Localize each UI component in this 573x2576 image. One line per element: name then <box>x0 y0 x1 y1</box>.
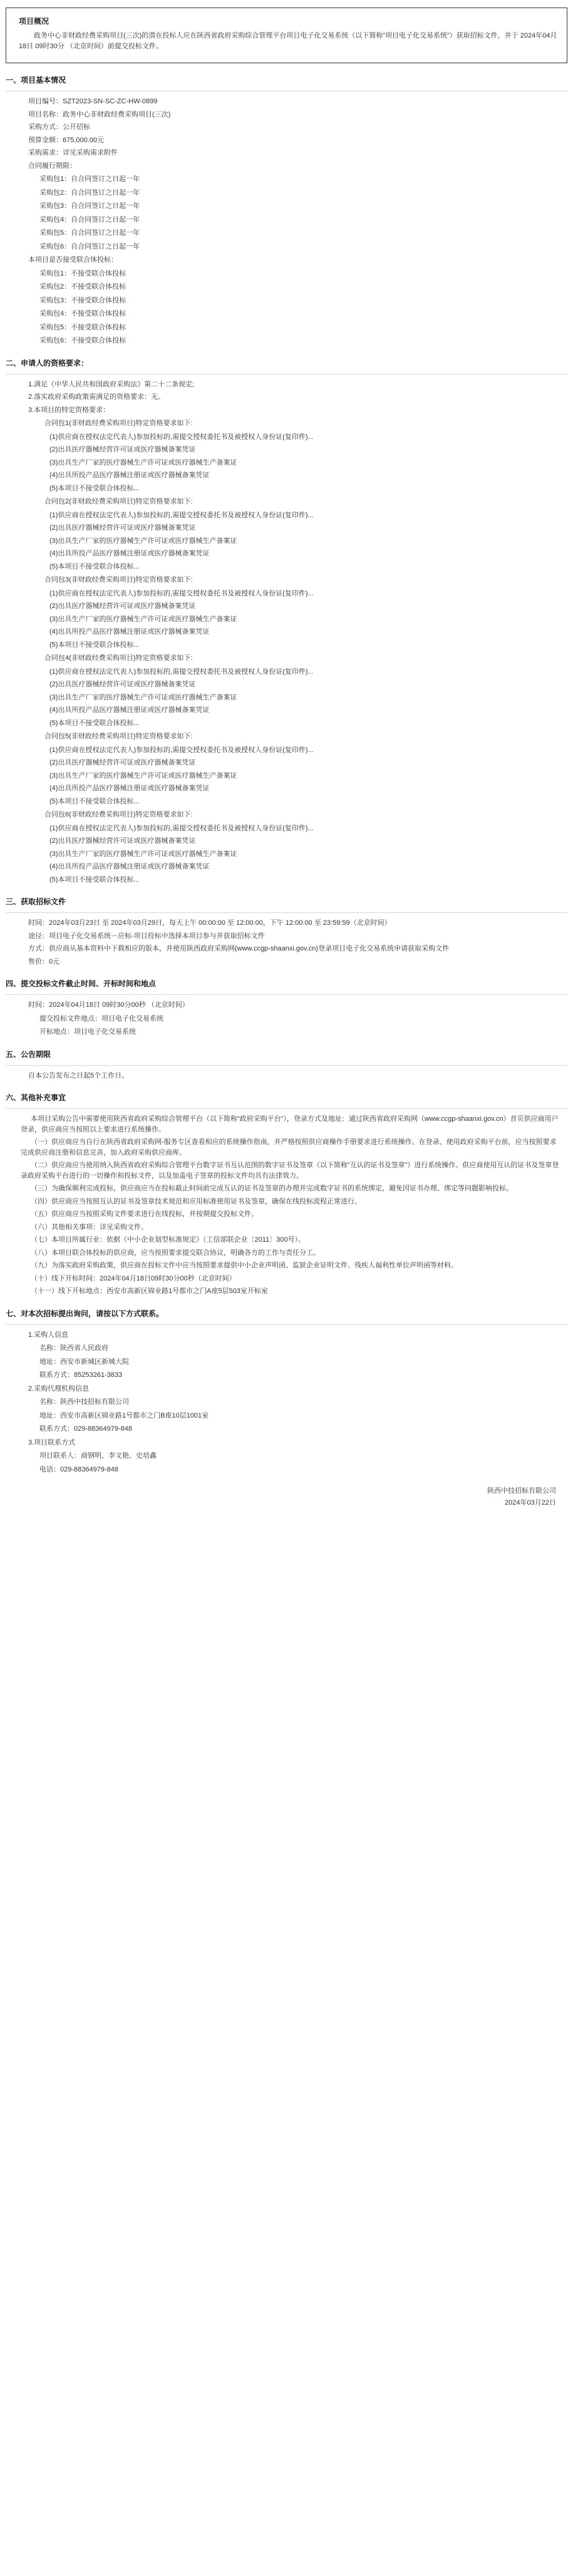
signing-date: 2024年03月22日 <box>505 1498 556 1507</box>
consortium-pack: 采购包5：不接受联合体投标 <box>39 323 126 331</box>
contact-phone: 电话：029-88364979-848 <box>39 1465 118 1473</box>
section-heading: 六、其他补充事宜 <box>6 1092 567 1109</box>
section-heading: 三、获取招标文件 <box>6 896 567 913</box>
pack-requirement-line: (2)出具医疗器械经营许可证或医疗器械备案凭证 <box>49 837 196 845</box>
pack-requirement-line: (4)出具所投产品医疗器械注册证或医疗器械备案凭证 <box>49 785 210 792</box>
pack-requirement-line: (2)出具医疗器械经营许可证或医疗器械备案凭证 <box>49 759 196 766</box>
pack-requirement-line: (1)供应商在授权法定代表人)参加投标的,需提交授权委托书及被授权人身份证(复印件)... <box>49 824 314 832</box>
agency-name: 名称：陕西中技招标有限公司 <box>39 1398 129 1406</box>
other-paragraph: （九）为落实政府采购政策，供应商在投标文件中应当按照要求提供中小企业声明函、监狱企业证明文件、残疾人福利性单位声明函等材料。 <box>31 1262 458 1269</box>
pack-requirement-line: (2)出具医疗器械经营许可证或医疗器械备案凭证 <box>49 681 196 688</box>
document-price: 售价：0元 <box>28 957 60 966</box>
announcement-period: 自本公告发布之日起5个工作日。 <box>28 1071 129 1079</box>
pack-requirement-line: (1)供应商在授权法定代表人)参加投标的,需提交授权委托书及被授权人身份证(复印件)... <box>49 433 314 441</box>
pack-requirement-line: (2)出具医疗器械经营许可证或医疗器械备案凭证 <box>49 524 196 532</box>
qualification-item: 2.落实政府采购政策需满足的资格要求：无。 <box>28 393 165 401</box>
pack-requirement-line: (5)本项目不接受联合体投标... <box>49 875 140 884</box>
pack-requirement-line: (5)本项目不接受联合体投标... <box>49 484 140 492</box>
opening-place: 开标地点：项目电子化交易系统 <box>39 1028 136 1036</box>
project-number: 项目编号：SZT2023-SN-SC-ZC-HW-0899 <box>28 98 158 105</box>
consortium-pack: 采购包4：不接受联合体投标 <box>39 310 126 317</box>
qualification-item: 1.满足《中华人民共和国政府采购法》第二十二条规定; <box>28 380 195 388</box>
other-paragraph: （十）线下开标时间：2024年04月18日09时30分00秒（北京时间） <box>31 1274 236 1282</box>
pack-requirement <box>6 418 567 493</box>
consortium-pack: 采购包6：不接受联合体投标 <box>39 337 126 344</box>
section-heading: 五、公告期限 <box>6 1049 567 1066</box>
consortium-pack: 采购包2：不接受联合体投标 <box>39 283 126 291</box>
procurement-method: 采购方式：公开招标 <box>28 123 90 131</box>
section-other-matters <box>6 1092 567 1297</box>
pack-requirement-line: (3)出具生产厂家的医疗器械生产许可证或医疗器械生产备案证 <box>49 615 237 623</box>
section-qualification <box>6 358 567 885</box>
pack-requirement-title: 合同包1(非财政经费采购项目)特定资格要求如下: <box>44 420 193 427</box>
pack-requirement-line: (5)本项目不接受联合体投标... <box>49 641 140 649</box>
pack-requirement-line: (3)出具生产厂家的医疗器械生产许可证或医疗器械生产备案证 <box>49 537 237 545</box>
pack-requirement-title: 合同包4(非财政经费采购项目)特定资格要求如下: <box>44 654 193 662</box>
obtain-mode: 方式：供应商从基本资料中下载相应的版本，并使用陕西政府采购网(www.ccgp-shaanxi.gov.cn)登录项目电子化交易系统申请获取采购文件 <box>28 945 450 952</box>
contract-pack: 采购包5：自合同签订之日起一年 <box>39 229 140 237</box>
pack-requirement-line: (3)出具生产厂家的医疗器械生产许可证或医疗器械生产备案证 <box>49 771 237 780</box>
contract-pack: 采购包3：自合同签订之日起一年 <box>39 202 140 210</box>
pack-requirement-title: 合同包2(非财政经费采购项目)特定资格要求如下: <box>44 498 193 505</box>
qualification-item: 3.本项目的特定资格要求： <box>28 406 110 414</box>
pack-requirement-line: (1)供应商在授权法定代表人)参加投标的,需提交授权委托书及被授权人身份证(复印件)... <box>49 746 314 754</box>
contact-person: 项目联系人：商钢明、李文艳、史培鑫 <box>39 1452 157 1460</box>
overview-title: 项目概况 <box>19 17 49 26</box>
signing-organization: 陕西中技招标有限公司 <box>487 1487 556 1495</box>
section-heading: 一、项目基本情况 <box>6 75 567 91</box>
other-paragraph: （一）供应商应当自行在陕西省政府采购网-服务专区查看相应的系统操作指南，并严格按照供应商操作手册要求进行系统操作。在登录、使用政府采购平台前，应当按照要求完成供应商注册和信息完善，加入政府采购供应商库。 <box>21 1138 557 1157</box>
other-paragraph: （八）本项目联合体投标的供应商，应当按照要求提交联合协议，明确各方的工作与责任分工。 <box>31 1249 320 1257</box>
other-paragraph: （五）供应商应当按照采购文件要求进行在线投标，并按期提交投标文件。 <box>31 1210 258 1218</box>
pack-requirement-line: (4)出具所投产品医疗器械注册证或医疗器械备案凭证 <box>49 863 210 870</box>
signature-block <box>6 1486 567 1508</box>
contract-pack: 采购包6：自合同签订之日起一年 <box>39 242 140 250</box>
pack-requirement <box>6 810 567 885</box>
section-contact <box>6 1308 567 1475</box>
budget-amount: 预算金额：675,000.00元 <box>28 136 105 144</box>
pack-requirement-line: (5)本项目不接受联合体投标... <box>49 562 140 570</box>
pack-requirement <box>6 497 567 572</box>
other-paragraph: （四）供应商应当按照互认的证书及签章技术规范和应用标准使用证书及签章，确保在线投标流程正常进行。 <box>31 1197 361 1205</box>
pack-requirement-title: 合同包6(非财政经费采购项目)特定资格要求如下: <box>44 811 193 818</box>
agency-address: 地址：西安市高新区锦业路1号都市之门B座10层1001室 <box>39 1411 209 1419</box>
pack-requirement-line: (4)出具所投产品医疗器械注册证或医疗器械备案凭证 <box>49 628 210 636</box>
section-heading: 四、提交投标文件截止时间、开标时间和地点 <box>6 978 567 995</box>
submit-place: 提交投标文件地点：项目电子化交易系统 <box>39 1014 163 1023</box>
overview-text: 政务中心非财政经费采购项目(三次)的潜在投标人应在陕西省政府采购综合管理平台项目电子化交易系统（以下简称“项目电子化交易系统”）获取招标文件，并于 2024年04月18日 09时30分 （北京时间）前提交投标文件。 <box>19 32 557 50</box>
project-overview-box <box>6 8 567 63</box>
other-paragraph: （六）其他相关事项：详见采购文件。 <box>31 1223 148 1231</box>
agency-phone: 联系方式：029-88364979-848 <box>39 1425 132 1433</box>
agency-title: 2.采购代理机构信息 <box>28 1384 90 1393</box>
section-obtain-documents <box>6 896 567 967</box>
contract-pack: 采购包4：自合同签订之日起一年 <box>39 215 140 224</box>
pack-requirement-title: 合同包3(非财政经费采购项目)特定资格要求如下: <box>44 576 193 584</box>
contact-title: 3.项目联系方式 <box>28 1438 76 1446</box>
pack-requirement-line: (3)出具生产厂家的医疗器械生产许可证或医疗器械生产备案证 <box>49 850 237 858</box>
section-announcement-period <box>6 1049 567 1081</box>
pack-requirement-line: (1)供应商在授权法定代表人)参加投标的,需提交授权委托书及被授权人身份证(复印件)... <box>49 589 314 597</box>
pack-requirement-line: (2)出具医疗器械经营许可证或医疗器械备案凭证 <box>49 446 196 453</box>
pack-requirement-line: (4)出具所投产品医疗器械注册证或医疗器械备案凭证 <box>49 550 210 557</box>
pack-requirement-line: (1)供应商在授权法定代表人)参加投标的,需提交授权委托书及被授权人身份证(复印件)... <box>49 667 314 676</box>
section-deadline <box>6 978 567 1038</box>
project-name: 项目名称：政务中心非财政经费采购项目(三次) <box>28 110 171 118</box>
consortium-pack: 采购包1：不接受联合体投标 <box>39 269 126 277</box>
pack-requirement-line: (2)出具医疗器械经营许可证或医疗器械备案凭证 <box>49 602 196 610</box>
section-heading: 二、申请人的资格要求： <box>6 358 567 374</box>
other-paragraph: （二）供应商应当使用纳入陕西省政府采购综合管理平台数字证书互认范围的数字证书及签章（以下简称“互认的证书及签章”）进行系统操作。供应商使用互认的证书及签章登录政府采购平台进行的一切操作和投标文件，以及加盖电子签章的投标文件均具有法律效力。 <box>21 1162 559 1180</box>
pack-requirement-line: (1)供应商在授权法定代表人)参加投标的,需提交授权委托书及被授权人身份证(复印件)... <box>49 511 314 519</box>
obtain-time: 时间：2024年03月23日 至 2024年03月29日，每天上午 00:00:00 至 12:00:00，下午 12:00:00 至 23:59:59（北京时间） <box>28 919 391 927</box>
section-heading: 七、对本次招标提出询问，请按以下方式联系。 <box>6 1308 567 1325</box>
announcement-page <box>6 8 567 1508</box>
pack-requirement-title: 合同包5(非财政经费采购项目)特定资格要求如下: <box>44 733 193 740</box>
buyer-name: 名称：陕西省人民政府 <box>39 1344 108 1352</box>
buyer-phone: 联系方式：85253261-3833 <box>39 1371 123 1379</box>
other-paragraph: （七）本项目所属行业：依据《中小企业划型标准规定》（工信部联企业〔2011〕300号）。 <box>31 1236 306 1244</box>
contract-pack: 采购包2：自合同签订之日起一年 <box>39 188 140 197</box>
pack-requirement-line: (5)本项目不接受联合体投标... <box>49 719 140 727</box>
procurement-requirement: 采购需求：详见采购需求附件 <box>28 149 118 157</box>
other-paragraph: （十一）线下开标地点：西安市高新区锦业路1号都市之门A座5层503室开标室 <box>31 1287 268 1295</box>
obtain-place: 途径：项目电子化交易系统－应标-项目投标中选择本项目参与并获取招标文件 <box>28 932 265 940</box>
consortium-label: 本项目是否接受联合体投标： <box>28 256 118 264</box>
pack-requirement-line: (3)出具生产厂家的医疗器械生产许可证或医疗器械生产备案证 <box>49 458 237 466</box>
pack-requirement <box>6 653 567 728</box>
other-paragraph: 本项目采购公告中需要使用陕西省政府采购综合管理平台（以下简称“政府采购平台”），登录方式及地址：通过陕西省政府采购网（www.ccgp-shaanxi.gov.cn）首页供应商用户登录，供应商应当按照以上要求进行系统操作。 <box>21 1115 559 1133</box>
contract-pack: 采购包1：自合同签订之日起一年 <box>39 175 140 183</box>
pack-requirement-line: (4)出具所投产品医疗器械注册证或医疗器械备案凭证 <box>49 706 210 714</box>
buyer-title: 1.采购人信息 <box>28 1331 69 1339</box>
pack-requirement-line: (5)本项目不接受联合体投标... <box>49 797 140 805</box>
pack-requirement <box>6 731 567 806</box>
other-paragraph: （三）为确保顺利完成投标，供应商应当在投标截止时间前完成互认的证书及签章的办理并完成数字证书的系统绑定，避免因证书办理、绑定等问题影响投标。 <box>31 1185 513 1192</box>
pack-requirement <box>6 575 567 650</box>
buyer-address: 地址：西安市新城区新城大院 <box>39 1358 129 1366</box>
consortium-pack: 采购包3：不接受联合体投标 <box>39 296 126 304</box>
pack-requirement-line: (3)出具生产厂家的医疗器械生产许可证或医疗器械生产备案证 <box>49 693 237 701</box>
contract-period-label: 合同履行期限： <box>28 162 76 170</box>
section-basic-info <box>6 75 567 346</box>
deadline-time: 时间：2024年04月18日 09时30分00秒 （北京时间） <box>28 1001 189 1009</box>
pack-requirement-line: (4)出具所投产品医疗器械注册证或医疗器械备案凭证 <box>49 471 210 479</box>
